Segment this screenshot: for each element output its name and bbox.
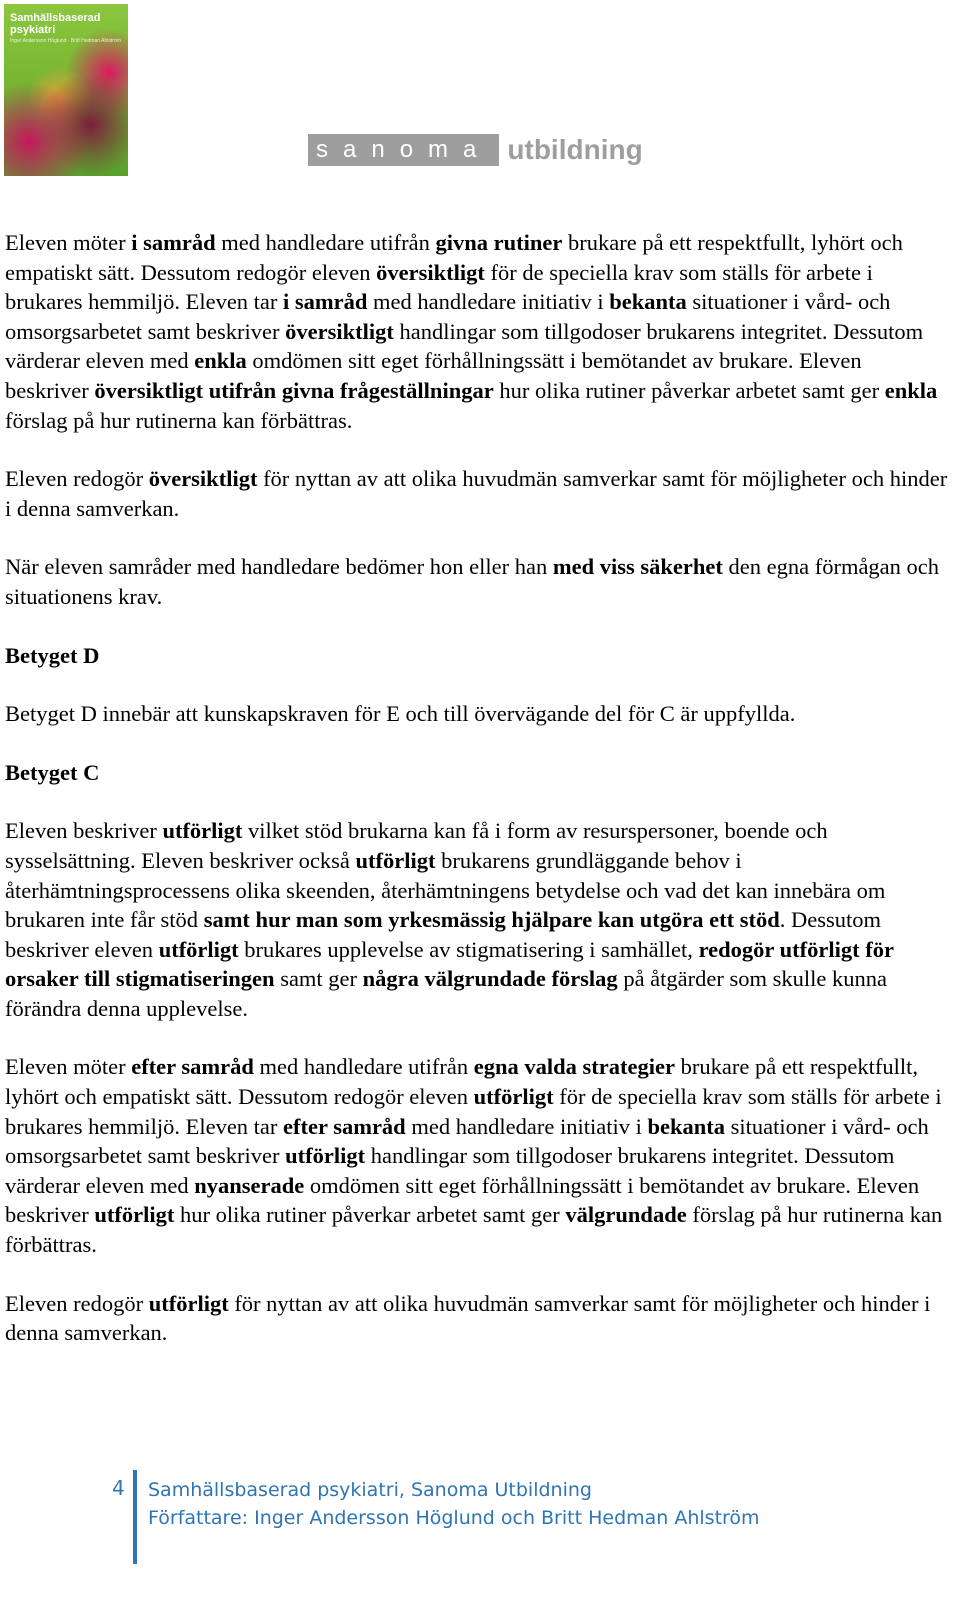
bold-text: utförligt <box>162 818 243 844</box>
text-run: brukarens grundläggande behov i återhämtningsprocessens olika skeenden, återhämtningens betydelse och vad det kan innebära om brukaren inte får stöd <box>5 847 886 933</box>
cover-subtitle: Inger Andersson Höglund · Britt Hedman Ahlström <box>10 38 121 44</box>
text-run: Betyget D innebär att kunskapskraven för E och till övervägande del för C är uppfyllda. <box>5 701 796 727</box>
footer-divider <box>133 1470 137 1564</box>
text-run: för nyttan av att olika huvudmän samverkar samt för möjligheter och hinder i denna samverkan. <box>5 1290 931 1346</box>
text-run: brukares upplevelse av stigmatisering i samhället, <box>238 936 699 962</box>
text-run: situationer i vård- och omsorgsarbetet samt beskriver <box>5 1113 929 1169</box>
bold-text: Betyget D <box>5 642 100 668</box>
bold-text: utförligt <box>285 1143 366 1169</box>
bold-text: enkla <box>194 348 247 374</box>
document-body <box>5 228 950 1377</box>
text-run: Eleven redogör <box>5 1290 149 1316</box>
paragraph <box>5 1289 950 1348</box>
section-heading <box>5 758 950 788</box>
paragraph <box>5 1052 950 1259</box>
bold-text: några välgrundade förslag <box>362 966 618 992</box>
text-run: med handledare utifrån <box>215 230 436 255</box>
text-run: Eleven möter <box>5 1054 132 1080</box>
bold-text: nyanserade <box>194 1172 305 1198</box>
bold-text: översiktligt utifrån givna frågeställningar <box>94 377 494 403</box>
text-run: vilket stöd brukarna kan få i form av resurspersoner, boende och sysselsättning. Eleven beskriver också <box>5 818 828 873</box>
text-run: När eleven samråder med handledare bedömer hon eller han <box>5 554 553 580</box>
bold-text: utförligt <box>355 847 436 873</box>
bold-text: givna rutiner <box>435 230 563 255</box>
text-run: brukare på ett respektfullt, lyhört och empatiskt sätt. Dessutom redogör eleven <box>5 1054 919 1110</box>
text-run: omdömen sitt eget förhållningssätt i bemötandet av brukare. Eleven beskriver <box>5 1172 920 1228</box>
bold-text: bekanta <box>609 289 687 315</box>
text-run: . Dessutom beskriver eleven <box>5 907 882 962</box>
bold-text: i samråd <box>283 289 368 315</box>
bold-text: samt hur man som yrkesmässig hjälpare kan utgöra ett stöd <box>203 907 780 933</box>
logo-sanoma: sanoma <box>308 134 499 166</box>
footer-text <box>148 1476 760 1532</box>
bold-text: med viss säkerhet <box>552 554 723 580</box>
bold-text: utförligt <box>94 1202 175 1228</box>
bold-text: översiktligt <box>148 466 258 492</box>
text-run: handlingar som tillgodoser brukarens integritet. Dessutom värderar eleven med <box>5 1143 895 1198</box>
text-run: Eleven redogör <box>5 466 149 492</box>
bold-text: enkla <box>884 377 938 403</box>
text-run: med handledare utifrån <box>253 1054 474 1080</box>
paragraph <box>5 228 950 435</box>
bold-text: bekanta <box>647 1113 726 1139</box>
text-run: handlingar som tillgodoser brukarens integritet. Dessutom värderar eleven med <box>5 318 924 374</box>
paragraph <box>5 464 950 523</box>
page-footer <box>0 1470 960 1570</box>
text-run: hur olika rutiner påverkar arbetet samt ger <box>174 1202 566 1228</box>
bold-text: i samråd <box>131 230 216 255</box>
bold-text: egna valda strategier <box>473 1054 675 1080</box>
bold-text: efter samråd <box>283 1113 406 1139</box>
text-run: förslag på hur rutinerna kan förbättras. <box>5 407 353 433</box>
text-run: med handledare initiativ i <box>367 289 610 315</box>
bold-text: välgrundade <box>565 1202 687 1228</box>
text-run: Eleven beskriver <box>5 818 163 844</box>
text-run: för nyttan av att olika huvudmän samverkar samt för möjligheter och hinder i denna samverkan. <box>5 466 948 521</box>
book-cover-image <box>4 4 128 176</box>
footer-book-title: Samhällsbaserad psykiatri, Sanoma Utbildning <box>148 1479 592 1501</box>
text-run: på åtgärder som skulle kunna förändra denna upplevelse. <box>5 966 887 1021</box>
bold-text: utförligt <box>158 936 239 962</box>
paragraph <box>5 552 950 611</box>
bold-text: efter samråd <box>131 1054 254 1080</box>
text-run: hur olika rutiner påverkar arbetet samt ger <box>493 377 885 403</box>
footer-authors: Författare: Inger Andersson Höglund och Britt Hedman Ahlström <box>148 1507 760 1529</box>
bold-text: översiktligt <box>285 318 394 344</box>
section-heading <box>5 641 950 671</box>
paragraph <box>5 816 950 1023</box>
bold-text: översiktligt <box>376 259 485 285</box>
paragraph <box>5 699 950 729</box>
text-run: Eleven möter <box>5 230 132 255</box>
bold-text: utförligt <box>148 1290 229 1316</box>
bold-text: redogör utförligt för orsaker till stigmatiseringen <box>5 936 894 992</box>
bold-text: utförligt <box>473 1084 554 1110</box>
text-run: förslag på hur rutinerna kan förbättras. <box>5 1202 943 1258</box>
cover-title: Samhällsbaserad psykiatri <box>10 12 101 36</box>
bold-text: Betyget C <box>5 759 100 785</box>
text-run: omdömen sitt eget förhållningssätt i bemötandet av brukare. Eleven beskriver <box>5 348 862 403</box>
page-number: 4 <box>112 1476 125 1500</box>
text-run: situationer i vård- och omsorgsarbetet samt beskriver <box>5 289 891 344</box>
text-run: för de speciella krav som ställs för arbete i brukares hemmiljö. Eleven tar <box>5 1084 942 1139</box>
publisher-logo <box>308 134 643 166</box>
text-run: för de speciella krav som ställs för arbete i brukares hemmiljö. Eleven tar <box>5 259 873 315</box>
text-run: brukare på ett respektfullt, lyhört och empatiskt sätt. Dessutom redogör eleven <box>5 230 903 285</box>
page-header <box>0 0 960 190</box>
text-run: samt ger <box>274 966 363 992</box>
text-run: med handledare initiativ i <box>405 1113 648 1139</box>
logo-utbildning: utbildning <box>507 134 643 165</box>
text-run: den egna förmågan och situationens krav. <box>5 554 940 609</box>
